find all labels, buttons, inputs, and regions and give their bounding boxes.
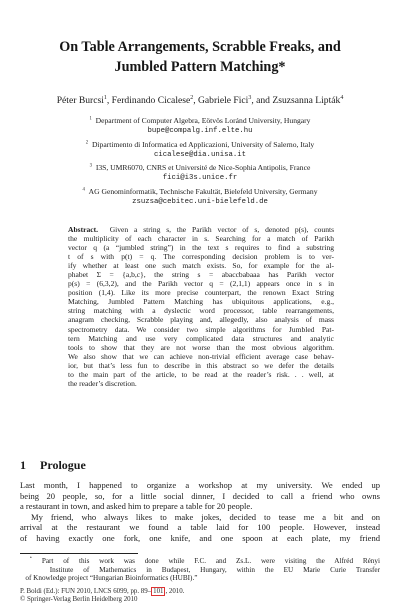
- abstract-line: string matching with a dyslectic word processor, table rearrangements,: [68, 306, 334, 316]
- author-list: Péter Burcsi$^1$, Ferdinando Cicalese$^2$, Gabriele Fici$^3$, and Zsuzsanna Lipták$^4$: [56, 94, 344, 106]
- email-address: bupe@compalg.inf.elte.hu: [147, 127, 253, 136]
- author-affil-mark: 3: [248, 94, 252, 101]
- affiliation-list: [10, 116, 390, 210]
- body-line: My friend, who always likes to make jokes, decided to tease me a bit and on: [31, 511, 380, 522]
- abstract-heading: Abstract.: [68, 225, 98, 234]
- footnote-line: Institute of Mathematics in Budapest, Hungary, within the EU Marie Curie Transfer: [49, 565, 380, 574]
- email-address: fici@i3s.unice.fr: [162, 174, 238, 183]
- footnote-line: * Part of this work was done while F.C. and Zs.L. were visiting the Alfréd Rényi: [29, 555, 380, 565]
- abstract-line: position (1,4). Like its more precise counterpart, the renown Exact String: [68, 288, 334, 298]
- publisher-footer: [20, 588, 184, 605]
- author-affil-mark: 4: [340, 94, 344, 101]
- section-number: 1: [20, 458, 26, 472]
- author-name: Ferdinando Cicalese: [111, 95, 191, 106]
- body-line: Last month, I happened to organize a workshop at my university. We ended up: [20, 480, 380, 490]
- footnote: [20, 557, 380, 583]
- footnote-rule: [20, 553, 138, 554]
- paper-title: [20, 38, 380, 77]
- page-link[interactable]: 101: [153, 588, 164, 595]
- abstract-line: spectrometry data. We consider two simple algorithms for Jumbled Pat-: [68, 324, 334, 334]
- affiliation: [10, 163, 390, 183]
- affiliation-mark: 1: [89, 116, 92, 122]
- abstract-line: tools to show that they are not worse than the most obvious algorithm.: [68, 342, 334, 352]
- title-line-1: On Table Arrangements, Scrabble Freaks, and: [59, 39, 341, 55]
- abstract-line: We also show that we can achieve non-trivial efficient average case behav-: [68, 351, 334, 361]
- email-address: cicalese@dia.unisa.it: [154, 150, 246, 159]
- abstract-line: t of s with p(t) = q. The corresponding decision problem is to ver-: [68, 252, 334, 262]
- footnote-mark: *: [29, 555, 33, 561]
- affiliation: [10, 140, 390, 160]
- section-title: Prologue: [40, 458, 86, 472]
- affiliation-mark: 3: [89, 163, 93, 169]
- author-affil-mark: 1: [103, 94, 107, 101]
- copyright-line: © Springer-Verlag Berlin Heidelberg 2010: [20, 596, 138, 604]
- abstract-line: Matching, Jumbled Pattern Matching has ubiquitous applications, e.g.,: [68, 297, 334, 307]
- title-line-2: Jumbled Pattern Matching*: [114, 58, 286, 75]
- affiliation: [10, 116, 390, 136]
- body-text: [20, 480, 380, 544]
- affiliation-name: Department of Computer Algebra, Eötvös Loránd University, Hungary: [95, 116, 311, 125]
- body-line: of having exactly one fork, one knife, and one spoon at each plate, my friend: [20, 532, 380, 543]
- abstract-line: ify whether at least one such match exists. So, for example for the al-: [68, 261, 334, 271]
- abstract-line: ior, but that’s less fun to describe in this abstract so we defer the details: [68, 360, 334, 370]
- abstract-line: tern Matching and use very complicated data structures and analytic: [68, 333, 334, 343]
- affiliation-name: Dipartimento di Informatica ed Applicazioni, University of Salerno, Italy: [91, 139, 315, 149]
- abstract-line: anagram checking, Scrabble playing and, allegedly, also analysis of mass: [68, 315, 334, 325]
- abstract-line: vector q (a “jumbled string”) in the text s requires to find a substring: [68, 243, 334, 253]
- author-affil-mark: 2: [190, 94, 194, 101]
- affiliation-name: I3S, UMR6070, CNRS et Université de Nice-Sophia Antipolis, France: [95, 163, 311, 173]
- author-name: Péter Burcsi: [56, 95, 104, 106]
- abstract-line: the multiplicity of each character in s. Searching for a match of Parikh: [68, 234, 334, 244]
- section-heading: [20, 458, 86, 473]
- affiliation-name: AG Genominformatik, Technische Fakultät, Bielefeld University, Germany: [88, 186, 318, 196]
- body-line: arrival at the restaurant we found a table laid for 100 people. However, instead: [20, 522, 380, 533]
- abstract-line: Abstract. Given a string s, the Parikh vector of s, denoted p(s), counts: [68, 225, 335, 234]
- body-line: being 20 people, so, for a little social dinner, I decided to call a friend who owns: [20, 490, 380, 501]
- abstract-line: phabet Σ = {a,b,c}, the string s = abaccbabaaa has Parikh vector: [68, 270, 334, 280]
- abstract: [68, 225, 334, 388]
- abstract-line: p(s) = (6,3,2), and the Parikh vector q = (2,1,1) appears once in s in: [68, 279, 334, 289]
- author-name: Gabriele Fici: [198, 95, 249, 106]
- affiliation: [10, 187, 390, 207]
- affiliation-mark: 2: [85, 140, 89, 146]
- citation-line: P. Boldi (Ed.): FUN 2010, LNCS 6099, pp. 89– 101 , 2010.: [20, 588, 185, 595]
- footnote-line: of Knowledge project “Hungarian Bioinformatics (HUBI).”: [25, 574, 198, 583]
- affiliation-mark: 4: [82, 187, 85, 193]
- abstract-line: the reader’s discretion.: [68, 378, 137, 388]
- author-name: Zsuzsanna Lipták: [272, 95, 341, 106]
- body-line: a restaurant in town, and asked him to prepare a table for 20 people.: [20, 501, 253, 512]
- abstract-line: to the main part of the article, to be read at the reader’s risk. . . well, at: [68, 369, 334, 379]
- email-address: zsuzsa@cebitec.uni-bielefeld.de: [132, 197, 268, 206]
